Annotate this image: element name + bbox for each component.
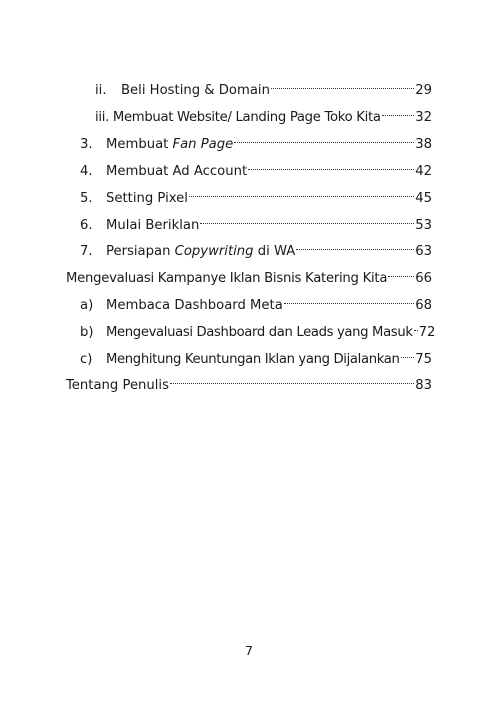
toc-entry-page: 63 — [415, 244, 432, 259]
toc-entry-number: 4. — [80, 164, 93, 179]
toc-entry[interactable] — [66, 367, 432, 393]
toc-entry[interactable] — [80, 341, 432, 367]
toc-entry-title: Beli Hosting & Domain — [121, 83, 270, 98]
toc-entry-number: 3. — [80, 137, 93, 152]
toc-entry-title: Membuat Ad Account — [106, 164, 248, 179]
toc-entry-title: Persiapan Copywriting di WA — [106, 244, 296, 259]
toc-entry[interactable] — [80, 180, 432, 206]
toc-entry-page: 53 — [415, 218, 432, 233]
toc-entry[interactable] — [80, 153, 432, 179]
toc-entry-page: 72 — [418, 325, 436, 340]
dot-leader — [234, 126, 414, 148]
toc-entry-number: 7. — [80, 244, 93, 259]
dot-leader — [189, 180, 414, 202]
page-number: 7 — [245, 643, 253, 658]
toc-entry-title: Membaca Dashboard Meta — [106, 298, 283, 313]
toc-entry-title: Menghitung Keuntungan Iklan yang Dijalankan — [106, 352, 400, 367]
toc-entry-number: c) — [80, 352, 93, 367]
toc-entry-title: Tentang Penulis — [66, 378, 169, 393]
toc-entry[interactable] — [95, 99, 432, 125]
toc-entry-page: 75 — [415, 352, 432, 367]
dot-leader — [248, 153, 414, 175]
dot-leader — [401, 341, 415, 363]
toc-entry-title: iii. Membuat Website/ Landing Page Toko Kita — [95, 110, 381, 125]
dot-leader — [296, 233, 414, 255]
dot-leader — [200, 207, 414, 229]
toc-entry-title: Mengevaluasi Dashboard dan Leads yang Masuk — [106, 325, 413, 340]
dot-leader — [388, 260, 414, 282]
toc-entry-title: Membuat Fan Page — [106, 137, 234, 152]
toc-entry-title: Setting Pixel — [106, 191, 188, 206]
toc-entry-title: Mengevaluasi Kampanye Iklan Bisnis Katering Kita — [66, 271, 388, 286]
toc-entry[interactable] — [80, 314, 436, 340]
toc-entry-page: 66 — [415, 271, 432, 286]
toc-entry[interactable] — [80, 233, 432, 259]
toc-entry-number: 6. — [80, 218, 93, 233]
toc-entry-page: 68 — [415, 298, 432, 313]
toc-entry-page: 38 — [415, 137, 432, 152]
toc-entry-page: 29 — [415, 83, 432, 98]
toc-entry[interactable] — [66, 260, 432, 286]
dot-leader — [271, 72, 414, 94]
toc-entry-page: 32 — [415, 110, 432, 125]
toc-entry-title: Mulai Beriklan — [106, 218, 200, 233]
dot-leader — [170, 367, 414, 389]
toc-entry-number: a) — [80, 298, 94, 313]
dot-leader — [414, 314, 418, 336]
toc-entry-page: 42 — [415, 164, 432, 179]
toc-entry[interactable] — [80, 126, 432, 152]
dot-leader — [382, 99, 415, 121]
toc-entry-page: 45 — [415, 191, 432, 206]
toc-entry[interactable] — [80, 207, 432, 233]
toc-entry[interactable] — [95, 72, 432, 98]
toc-entry-page: 83 — [415, 378, 432, 393]
toc-entry-number: b) — [80, 325, 94, 340]
toc-entry[interactable] — [80, 287, 432, 313]
dot-leader — [284, 287, 414, 309]
toc-entry-number: ii. — [95, 83, 107, 98]
toc-entry-number: 5. — [80, 191, 93, 206]
